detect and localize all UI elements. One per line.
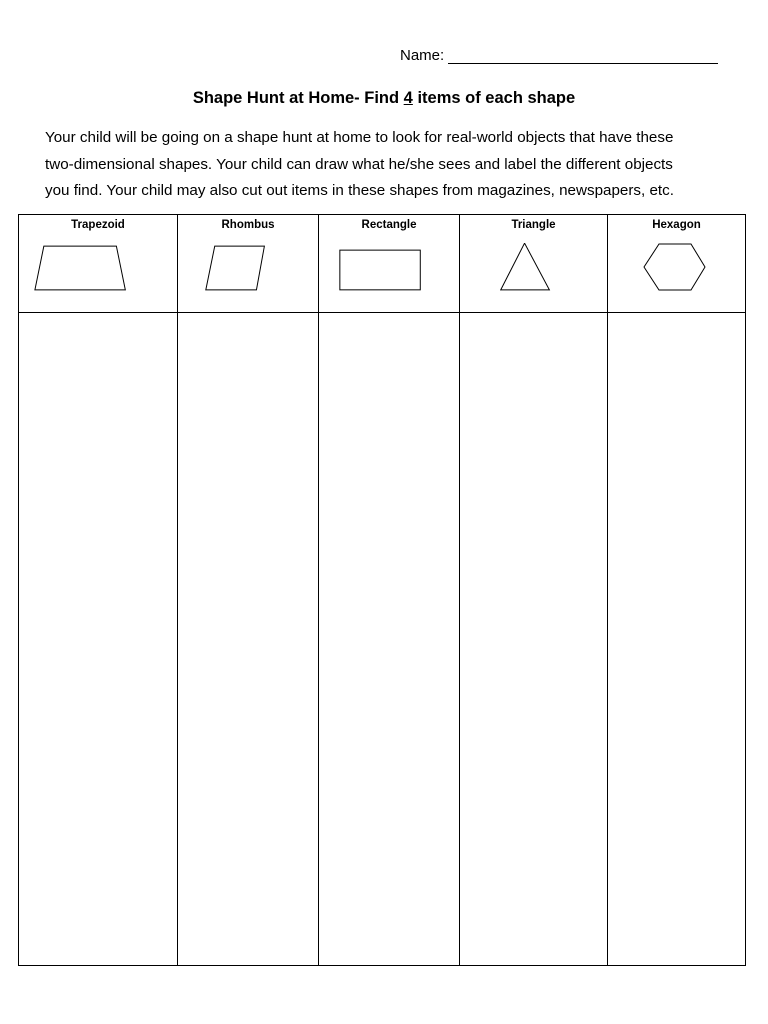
triangle-icon	[460, 243, 607, 293]
column-label: Triangle	[511, 219, 556, 231]
drawing-area-rhombus[interactable]	[178, 313, 318, 965]
instructions	[45, 125, 745, 205]
column-label: Rectangle	[361, 219, 417, 231]
column-header	[319, 215, 459, 313]
column-header	[460, 215, 607, 313]
instructions-line-1: Your child will be going on a shape hunt at home to look for real-world objects that have these	[45, 129, 674, 146]
column-label: Trapezoid	[71, 219, 125, 231]
title-text-before: Shape Hunt at Home- Find	[192, 89, 404, 107]
drawing-area-rectangle[interactable]	[319, 313, 459, 965]
column-header	[608, 215, 745, 313]
column-header	[178, 215, 318, 313]
column-triangle	[460, 215, 608, 965]
instructions-line-3: you find. Your child may also cut out items in these shapes from magazines, newspapers, etc.	[45, 182, 674, 199]
title-number: 4	[403, 89, 413, 107]
hexagon-icon	[608, 243, 745, 293]
drawing-area-hexagon[interactable]	[608, 313, 745, 965]
shape-hunt-table	[18, 214, 746, 966]
column-trapezoid	[19, 215, 178, 965]
name-blank-line[interactable]	[448, 48, 718, 64]
worksheet-title	[0, 89, 768, 108]
column-header	[19, 215, 177, 313]
column-rhombus	[178, 215, 319, 965]
instructions-line-2: two-dimensional shapes. Your child can draw what he/she sees and label the different objects	[45, 155, 673, 173]
trapezoid-icon	[19, 243, 177, 293]
column-rectangle	[319, 215, 460, 965]
name-label: Name:	[400, 47, 445, 64]
drawing-area-trapezoid[interactable]	[19, 313, 177, 965]
column-hexagon	[608, 215, 745, 965]
column-label: Hexagon	[652, 219, 701, 231]
rectangle-icon	[319, 243, 459, 293]
drawing-area-triangle[interactable]	[460, 313, 607, 965]
title-text-after: items of each shape	[412, 89, 576, 107]
name-field	[400, 47, 718, 64]
column-label: Rhombus	[221, 219, 275, 231]
rhombus-icon	[178, 243, 318, 293]
